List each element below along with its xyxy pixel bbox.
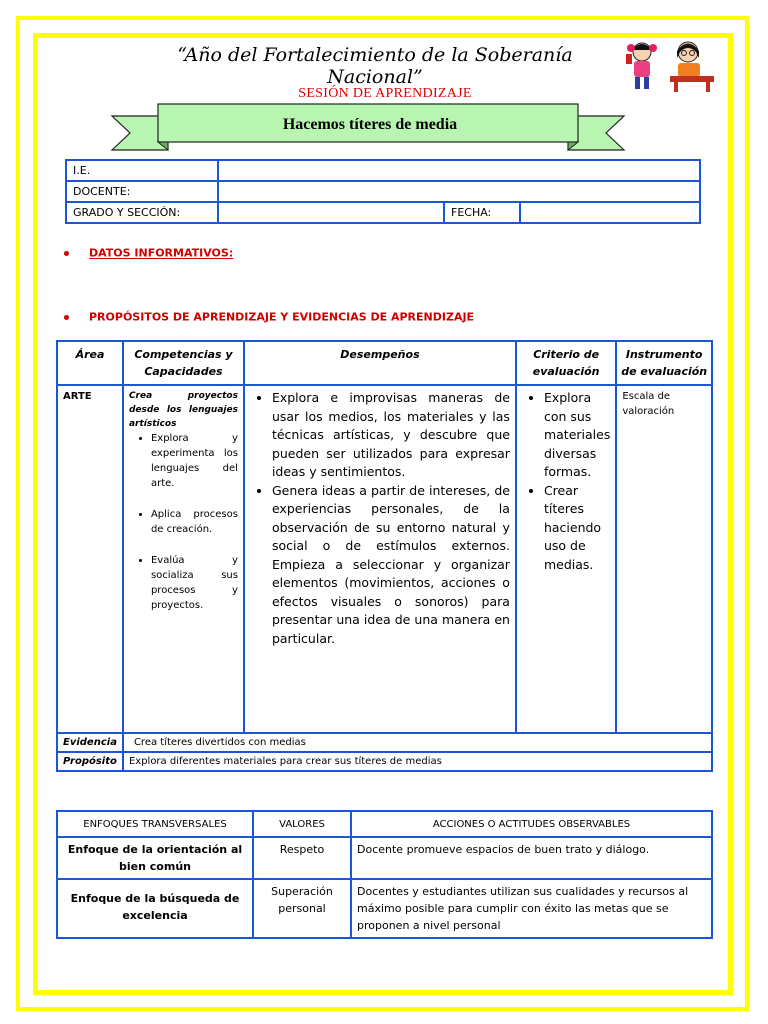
evidencia-text: Crea títeres divertidos con medias xyxy=(123,733,712,752)
criterios-list xyxy=(522,389,610,574)
desempenos-cell xyxy=(244,385,516,733)
enfoque-accion: Docente promueve espacios de buen trato y diálogo. xyxy=(351,837,712,879)
enfoque-row xyxy=(57,837,712,879)
ie-value-field[interactable] xyxy=(218,160,700,181)
capacidades-list xyxy=(129,431,238,613)
fecha-label: FECHA: xyxy=(444,202,520,223)
year-title: “Año del Fortalecimiento de la Soberanía Nacional” xyxy=(177,44,573,88)
purposes-header-row xyxy=(57,341,712,385)
bullet-dot xyxy=(64,251,69,256)
evidencia-label: Evidencia xyxy=(57,733,123,752)
capacidad-item: • Aplica procesos de creación. xyxy=(151,507,238,537)
header-valores: VALORES xyxy=(253,811,351,837)
datos-heading xyxy=(64,246,233,260)
capacidad-item: • Explora y experimenta los lenguajes del arte. xyxy=(151,431,238,491)
header-competencias: Competencias y Capacidades xyxy=(123,341,244,385)
grado-row xyxy=(66,202,700,223)
purposes-table xyxy=(56,340,713,772)
competencias-cell xyxy=(123,385,244,733)
proposito-text: Explora diferentes materiales para crear sus títeres de medias xyxy=(123,752,712,771)
docente-label: DOCENTE: xyxy=(66,181,218,202)
arte-row xyxy=(57,385,712,733)
proposito-label: Propósito xyxy=(57,752,123,771)
capacidad-item: • Evalúa y socializa sus procesos y proyectos. xyxy=(151,553,238,613)
fecha-value-field[interactable] xyxy=(520,202,700,223)
enfoques-header-row xyxy=(57,811,712,837)
grado-value-field[interactable] xyxy=(218,202,444,223)
header-enfoques: ENFOQUES TRANSVERSALES xyxy=(57,811,253,837)
enfoque-name: Enfoque de la búsqueda de excelencia xyxy=(57,879,253,938)
header-area: Área xyxy=(57,341,123,385)
ie-row xyxy=(66,160,700,181)
docente-value-field[interactable] xyxy=(218,181,700,202)
evidencia-row xyxy=(57,733,712,752)
ie-label: I.E. xyxy=(66,160,218,181)
session-title: SESIÓN DE APRENDIZAJE xyxy=(298,86,472,101)
enfoques-table xyxy=(56,810,713,939)
enfoque-name: Enfoque de la orientación al bien común xyxy=(57,837,253,879)
desempeno-item: • Explora e improvisas maneras de usar los medios, los materiales y las técnicas artísticas, y descubre que pueden ser utilizados para expresar ideas y sentimientos. xyxy=(272,389,510,482)
desempeno-item: • Genera ideas a partir de intereses, de experiencias personales, de la observación de su entorno natural y social o de estímulos externos. Empieza a seleccionar y organizar elementos (movimientos, acciones o efectos visuales o sonoros) para presentar una idea de una manera en particular. xyxy=(272,482,510,649)
desempenos-list xyxy=(250,389,510,648)
criterio-item: • Explora con sus materiales diversas formas. xyxy=(544,389,610,482)
info-table xyxy=(65,159,701,224)
propositos-heading xyxy=(64,310,474,324)
header-acciones: ACCIONES O ACTITUDES OBSERVABLES xyxy=(351,811,712,837)
header-desempenos: Desempeños xyxy=(244,341,516,385)
enfoque-accion: Docentes y estudiantes utilizan sus cualidades y recursos al máximo posible para cumplir con éxito las metas que se proponen a nivel personal xyxy=(351,879,712,938)
area-cell: ARTE xyxy=(57,385,123,733)
grado-label: GRADO Y SECCIÓN: xyxy=(66,202,218,223)
instrumento-cell: Escala de valoración xyxy=(616,385,712,733)
children-illustration xyxy=(622,38,718,94)
proposito-row xyxy=(57,752,712,771)
enfoque-valor: Superación personal xyxy=(253,879,351,938)
datos-heading-text: DATOS INFORMATIVOS: xyxy=(89,246,234,260)
docente-row xyxy=(66,181,700,202)
header-criterio: Criterio de evaluación xyxy=(516,341,616,385)
enfoque-row xyxy=(57,879,712,938)
competencia-title: Crea proyectos desde los lenguajes artísticos xyxy=(128,391,238,429)
enfoque-valor: Respeto xyxy=(253,837,351,879)
criterio-cell xyxy=(516,385,616,733)
bullet-dot xyxy=(64,315,69,320)
banner-title: Hacemos títeres de media xyxy=(282,116,458,133)
header-instrumento: Instrumento de evaluación xyxy=(616,341,712,385)
propositos-heading-text: PROPÓSITOS DE APRENDIZAJE Y EVIDENCIAS DE APRENDIZAJE xyxy=(89,310,475,324)
criterio-item: • Crear títeres haciendo uso de medias. xyxy=(544,482,610,575)
